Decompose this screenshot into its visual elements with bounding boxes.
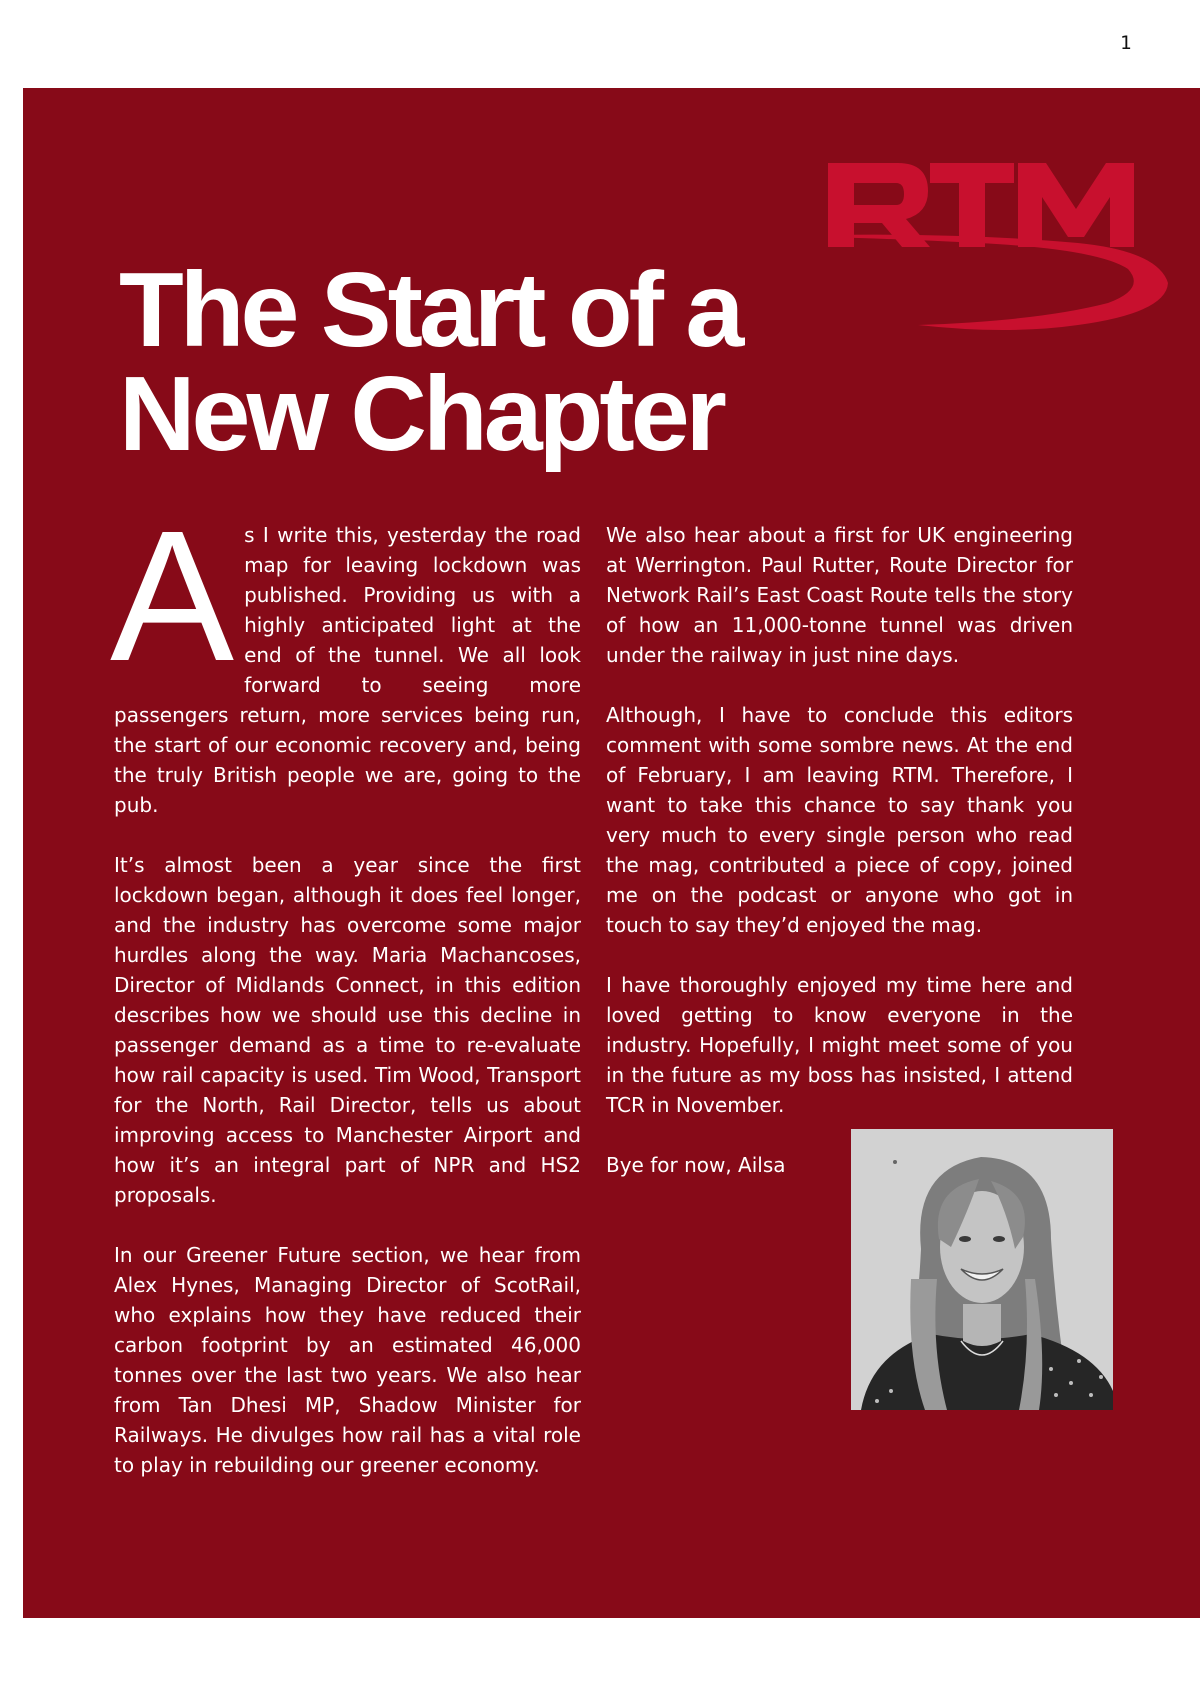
right-column	[606, 520, 1073, 1210]
left-column	[110, 493, 581, 1510]
headline-line-2: New Chapter	[119, 355, 723, 473]
paragraph-werrington: We also hear about a first for UK engineering at Werrington. Paul Rutter, Route Director for Network Rail’s East Coast Route tells the story of how an 11,000-tonne tunnel was driven under the railway in just nine days.	[606, 523, 1073, 667]
paragraph-greener-future: In our Greener Future section, we hear from Alex Hynes, Managing Director of ScotRail, who explains how they have reduced their carbon footprint by an estimated 46,000 tonnes over the last two years. We also hear from Tan Dhesi MP, Shadow Minister for Railways. He divulges how rail has a vital role to play in rebuilding our greener economy.	[114, 1243, 581, 1477]
paragraph-intro	[110, 493, 581, 820]
headline	[119, 251, 839, 473]
page-number: 1	[1120, 32, 1132, 54]
paragraph-lockdown: It’s almost been a year since the first lockdown began, although it does feel longer, and the industry has overcome some major hurdles along the way. Maria Machancoses, Director of Midlands Connect, in this edition describes how we should use this decline in passenger demand as a time to re-evaluate how rail capacity is used. Tim Wood, Transport for the North, Rail Director, tells us about improving access to Manchester Airport and how it’s an integral part of NPR and HS2 proposals.	[114, 853, 581, 1207]
drop-cap: A	[110, 493, 235, 700]
paragraph-thanks: I have thoroughly enjoyed my time here and loved getting to know everyone in the industry. Hopefully, I might meet some of you in the future as my boss has insisted, I attend TCR in November.	[606, 973, 1073, 1117]
paragraph-intro-text: s I write this, yesterday the road map for leaving lockdown was published. Providing us with a highly anticipated light at the end of the tunnel. We all look forward to seeing more passengers return, more services being run, the start of our economic recovery and, being the truly British people we are, going to the pub.	[114, 523, 581, 817]
headline-line-1: The Start of a	[119, 251, 741, 369]
signoff: Bye for now, Ailsa	[606, 1153, 786, 1177]
editor-portrait-photo	[851, 1129, 1113, 1410]
rtm-logo	[828, 163, 1168, 343]
paragraph-leaving: Although, I have to conclude this editors comment with some sombre news. At the end of February, I am leaving RTM. Therefore, I want to take this chance to say thank you very much to every single person who read the mag, contributed a piece of copy, joined me on the podcast or anyone who got in touch to say they’d enjoyed the mag.	[606, 703, 1073, 937]
